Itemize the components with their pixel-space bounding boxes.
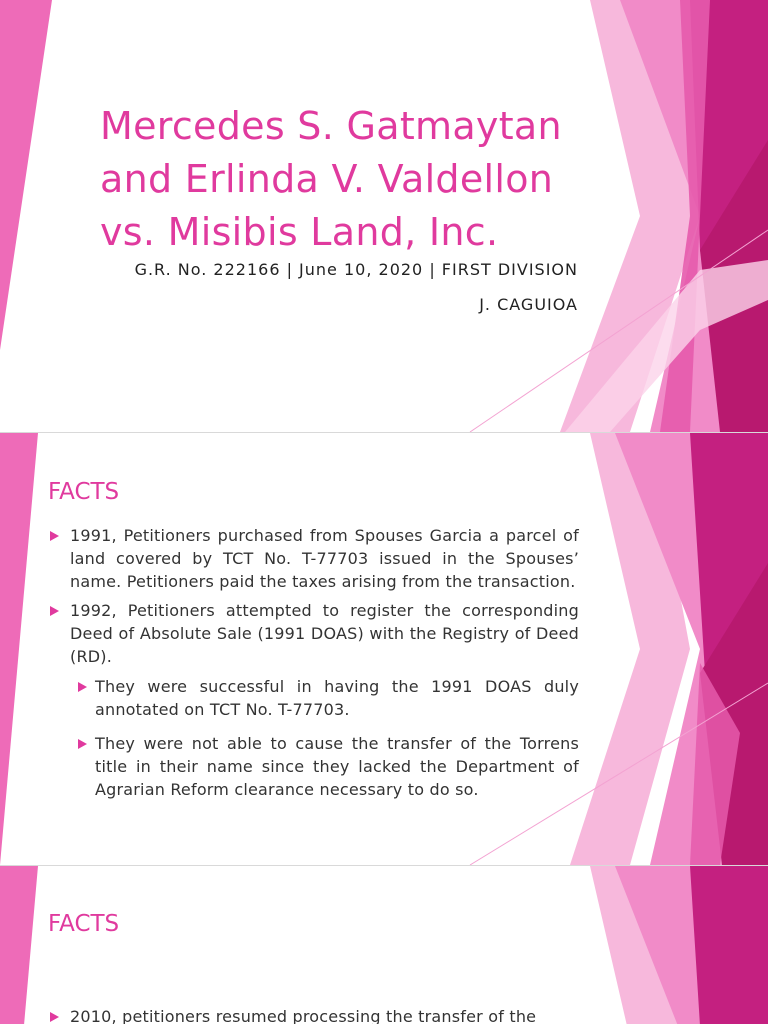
ponente: J. CAGUIOA [479,295,578,314]
slide-1 [0,0,768,432]
bullet-text: 1991, Petitioners purchased from Spouses Garcia a parcel of land covered by TCT No. T-77703 issued in the Spouses’ name. Petitioners paid the taxes arising from the transaction. [70,526,579,591]
arrow-bullet-icon [50,1012,59,1022]
bullet-text: They were not able to cause the transfer of the Torrens title in their name since they lacked the Department of Agrarian Reform clearance necessary to do so. [95,734,579,799]
bullet-text: 1992, Petitioners attempted to register the corresponding Deed of Absolute Sale (1991 DOAS) with the Registry of Deed (RD). [70,601,579,666]
slide-3 [0,866,768,1024]
arrow-bullet-icon [50,606,59,616]
bullet-list [48,1005,579,1024]
slide-2 [0,433,768,865]
case-citation: G.R. No. 222166 | June 10, 2020 | FIRST DIVISION [134,260,578,279]
arrow-bullet-icon [78,682,87,692]
arrow-bullet-icon [78,739,87,749]
list-item [48,524,579,593]
slide-decoration [0,866,768,1024]
arrow-bullet-icon [50,531,59,541]
slide-title: Mercedes S. Gatmaytan and Erlinda V. Valdellon vs. Misibis Land, Inc. [100,104,562,255]
list-item [48,599,579,668]
list-item [48,675,579,721]
bullet-list [48,524,579,801]
list-item [48,732,579,801]
bullet-text: 2010, petitioners resumed processing the transfer of the [70,1007,537,1024]
list-item [48,1005,579,1024]
slide-heading: FACTS [48,479,120,505]
bullet-text: They were successful in having the 1991 DOAS duly annotated on TCT No. T-77703. [95,677,579,719]
slide-heading: FACTS [48,911,120,937]
